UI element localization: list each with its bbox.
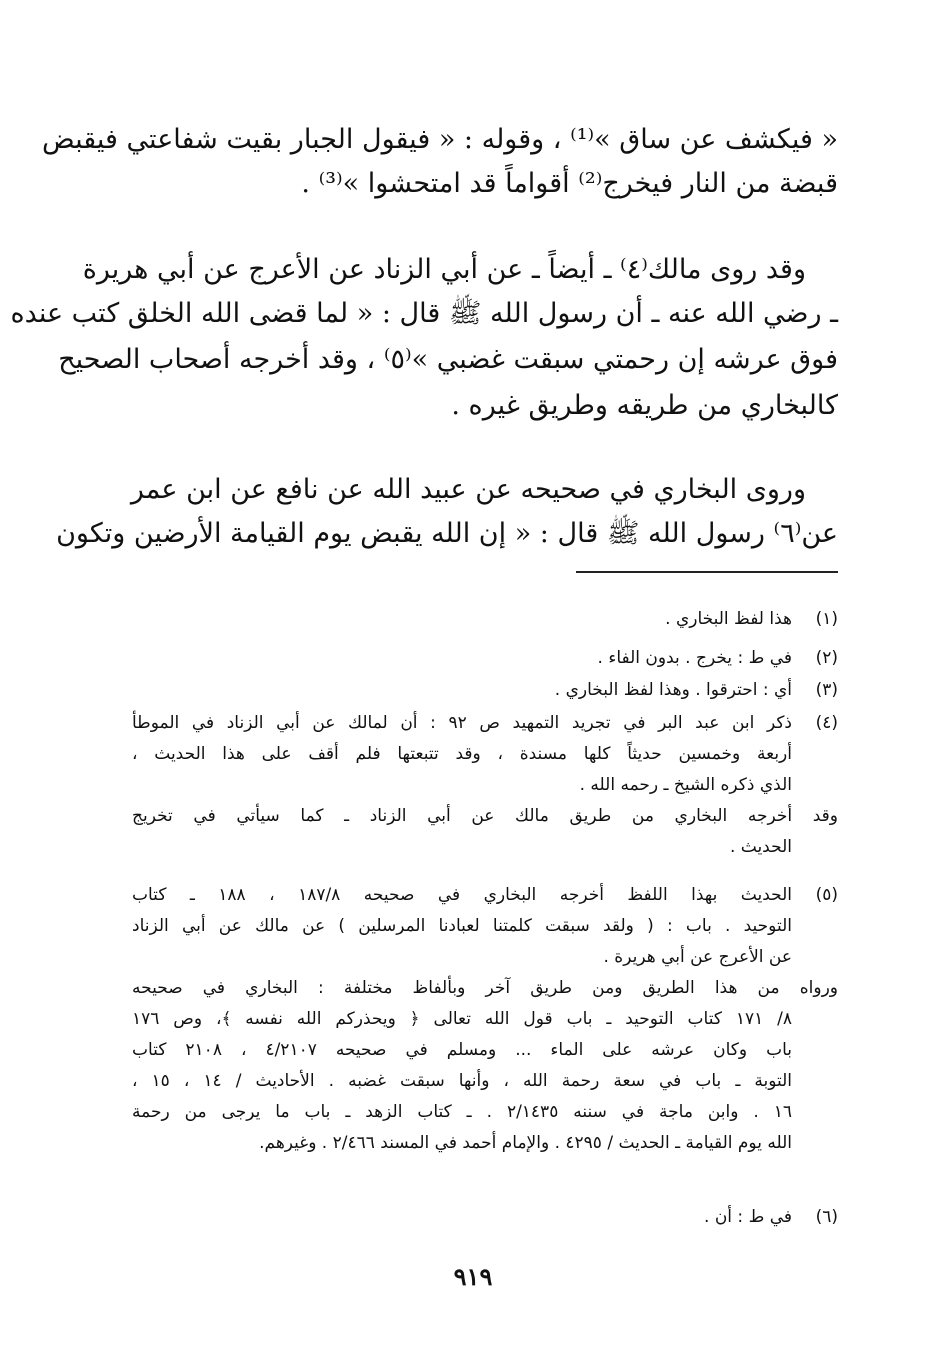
footnote-line: الحديث بهذا اللفظ أخرجه البخاري في صحيحه ١٨٧/٨ ، ١٨٨ ـ كتاب	[132, 885, 792, 905]
footnote-line: ورواه من هذا الطريق ومن طريق آخر وبألفاظ مختلفة : البخاري في صحيحه	[132, 978, 838, 998]
footnote-number: (٥)	[815, 885, 838, 905]
main-text-line: فوق عرشه إن رحمتي سبقت غضبي »⁽٥⁾ ، وقد أخرجه أصحاب الصحيح	[58, 344, 838, 375]
footnote-line: أي : احترقوا . وهذا لفظ البخاري .	[554, 680, 792, 700]
footnote-number: (٦)	[815, 1207, 838, 1227]
footnote-number: (٤)	[815, 713, 838, 733]
footnote-body	[132, 1202, 792, 1233]
footnote-item	[132, 675, 838, 706]
footnote-line: ذكر ابن عبد البر في تجريد التمهيد ص ٩٢ : أن لمالك عن أبي الزناد في الموطأ	[132, 713, 792, 733]
footnote-line: في ط : أن .	[704, 1207, 792, 1227]
main-text-line: عن⁽٦⁾ رسول الله ﷺ قال : « إن الله يقبض يوم القيامة الأرضين وتكون	[56, 518, 838, 549]
footnote-item	[132, 643, 838, 674]
footnote-body	[132, 708, 838, 863]
footnote-line: وقد أخرجه البخاري من طريق مالك عن أبي الزناد ـ كما سيأتي في تخريج	[132, 806, 838, 826]
footnote-body	[132, 880, 838, 1159]
main-text-line: « فيكشف عن ساق »⁽¹⁾ ، وقوله : « فيقول الجبار بقيت شفاعتي فيقبض	[42, 124, 838, 155]
main-text-line: وروى البخاري في صحيحه عن عبيد الله عن نافع عن ابن عمر	[130, 474, 806, 505]
footnote-number: (١)	[815, 609, 838, 629]
footnote-number: (٢)	[815, 648, 838, 668]
main-text-line: وقد روى مالك⁽٤⁾ ـ أيضاً ـ عن أبي الزناد عن الأعرج عن أبي هريرة	[82, 254, 806, 285]
footnote-line: عن الأعرج عن أبي هريرة .	[603, 947, 792, 967]
main-text-line: ـ رضي الله عنه ـ أن رسول الله ﷺ قال : « لما قضى الله الخلق كتب عنده	[10, 298, 838, 329]
footnote-body	[132, 643, 792, 674]
footnote-line: أربعة وخمسين حديثاً كلها مسندة ، وقد تتبعتها فلم أقف على هذا الحديث ،	[132, 744, 792, 764]
footnote-line: هذا لفظ البخاري .	[665, 609, 792, 629]
footnote-line: الحديث .	[729, 837, 792, 857]
footnote-item	[132, 880, 838, 1159]
main-text-line: كالبخاري من طريقه وطريق غيره .	[451, 390, 838, 421]
footnote-body	[132, 675, 792, 706]
footnote-line: الله يوم القيامة ـ الحديث / ٤٢٩٥ . والإمام أحمد في المسند ٢/٤٦٦ . وغيرهم.	[259, 1133, 792, 1153]
footnote-line: باب وكان عرشه على الماء ... ومسلم في صحيحه ٤/٢١٠٧ ، ٢١٠٨ كتاب	[132, 1040, 793, 1060]
footnote-line: ٨/ ١٧١ كتاب التوحيد ـ باب قول الله تعالى ﴿ ويحذركم الله نفسه ﴾، وص ١٧٦	[132, 1009, 792, 1029]
footnote-separator	[576, 571, 838, 573]
footnote-item	[132, 708, 838, 863]
main-text-line: قبضة من النار فيخرج⁽²⁾ أقواماً قد امتحشوا »⁽³⁾ .	[301, 168, 838, 199]
footnote-item	[132, 1202, 838, 1233]
page-number: ٩١٩	[453, 1262, 493, 1291]
footnote-line: الذي ذكره الشيخ ـ رحمه الله .	[579, 775, 792, 795]
footnote-line: في ط : يخرج . بدون الفاء .	[597, 648, 792, 668]
footnote-number: (٣)	[815, 680, 838, 700]
footnote-body	[132, 604, 792, 635]
footnote-item	[132, 604, 838, 635]
footnote-line: التوبة ـ باب في سعة رحمة الله ، وأنها سبقت غضبه . الأحاديث / ١٤ ، ١٥ ،	[132, 1071, 793, 1091]
footnote-line: ١٦ . وابن ماجة في سننه ٢/١٤٣٥ . ـ كتاب الزهد ـ باب ما يرجى من رحمة	[132, 1102, 792, 1122]
footnote-line: التوحيد . باب : ( ولقد سبقت كلمتنا لعبادنا المرسلين ) عن مالك عن أبي الزناد	[132, 916, 792, 936]
